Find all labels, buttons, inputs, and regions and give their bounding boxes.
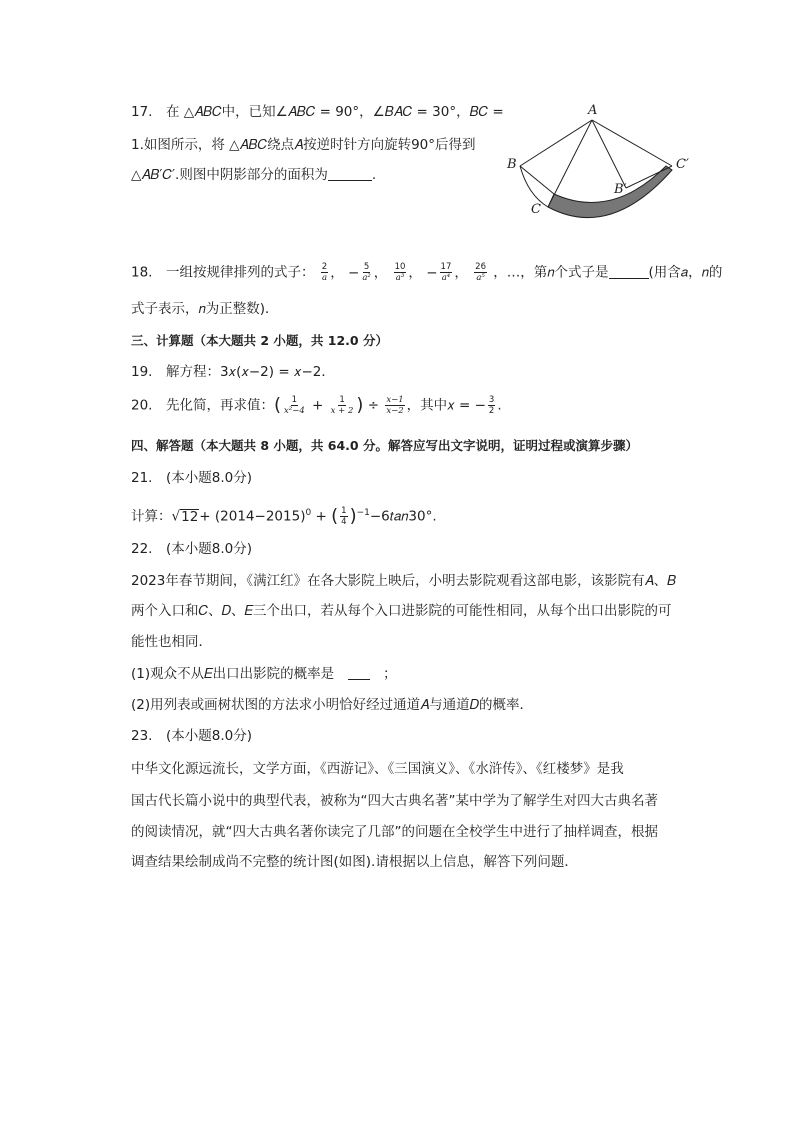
q20-f4-num: 3 <box>488 395 495 405</box>
answer-blank <box>328 166 372 181</box>
fraction-sequence <box>319 262 494 283</box>
q18-after: ，…，第𝑛个式子是 <box>493 264 609 281</box>
seq-term-4-num: 17 <box>440 262 452 272</box>
label-c-prime: C′ <box>676 157 689 172</box>
section-3-heading: 三、计算题（本大题共 2 小题，共 12.0 分） <box>131 333 388 348</box>
answer-blank <box>609 264 649 279</box>
seq-term-1-num: 2 <box>321 262 328 272</box>
q22-subquestion-1 <box>131 664 397 684</box>
section-4-heading: 四、解答题（本大题共 8 小题，共 64.0 分。解答应写出文字说明，证明过程或演算步骤） <box>131 438 638 453</box>
q22-s1-text: (1)观众不从𝐸出口出影院的概率是 <box>131 666 335 682</box>
arc-b-c <box>520 166 548 207</box>
q17-line2: 1.如图所示，将 △𝐴𝐵𝐶绕点𝐴按逆时针方向旋转90°后得到 <box>131 137 476 153</box>
q21-frac-den: 4 <box>341 517 347 527</box>
q18-line2: 式子表示，𝑛为正整数)． <box>131 301 279 317</box>
q22-subquestion-2: (2)用列表或画树状图的方法求小明恰好经过通道𝐴与通道𝐷的概率． <box>131 697 534 713</box>
seq-term-3-num: 10 <box>394 262 406 272</box>
q20-f2-den: x + 2 <box>330 406 354 416</box>
rotation-figure <box>500 100 700 225</box>
q22-s1-end: ； <box>383 666 397 682</box>
q21-expr: + (2014−2015) <box>199 508 306 525</box>
q23-paragraph-3: 的阅读情况，就“四大古典名著你读完了几部”的问题在全校学生中进行了抽样调查，根据 <box>131 824 658 840</box>
q17-line3-end: . <box>371 167 377 183</box>
q23-paragraph-2: 国古代长篇小说中的典型代表，被称为“四大古典名著”某中学为了解学生对四大古典名著 <box>131 793 658 809</box>
label-c: C <box>531 202 541 217</box>
segment-ab <box>520 120 592 166</box>
q22-paragraph-1: 2023年春节期间，《满江红》在各大影院上映后，小明去影院观看这部电影，该影院有𝐴、𝐵 <box>131 573 677 589</box>
seq-term-2-den: a² <box>362 273 371 283</box>
q22-paragraph-3: 能性也相同． <box>131 634 212 650</box>
q20: 20. 先化简，再求值：( $\frac{1}{\text{x²−4}}$ + $\frac{1}{x + 2}$ ) ÷ $\frac{x-1}{x-2}$ ，其中𝑥 = − $\frac{3}{2}$ . <box>131 394 502 416</box>
q20-prefix: 20. 先化简，再求值： <box>131 397 274 414</box>
q21-plus: + <box>311 508 332 525</box>
q19: 19. 解方程：3𝑥(𝑥−2) = 𝑥−2． <box>131 364 335 380</box>
q20-f3-num: x−1 <box>386 395 404 405</box>
seq-term-2: − $\frac{5}{\text{a²}}$ ， <box>348 262 388 283</box>
q20-f2-num: 1 <box>339 395 345 405</box>
q20-f4-den: 2 <box>488 406 495 416</box>
q21-exp0: 0 <box>305 508 312 518</box>
answer-blank <box>348 665 370 680</box>
q17-line3 <box>131 165 376 185</box>
q18-after2: (用含𝑎，𝑛的 <box>648 264 723 281</box>
q18-number: 18. 一组按规律排列的式子： <box>131 264 315 281</box>
q20-f3-den: x−2 <box>386 406 404 416</box>
q20-mid: ，其中𝑥 = − <box>406 397 486 414</box>
seq-term-5 <box>472 262 489 283</box>
q22-header: 22. (本小题8.0分) <box>131 541 252 557</box>
seq-term-2-num: 5 <box>363 262 370 272</box>
q23-paragraph-4: 调查结果绘制成尚不完整的统计图(如图).请根据以上信息，解答下列问题． <box>131 854 578 870</box>
q21-radicand: 12 <box>181 508 199 525</box>
q20-f1-den: x²−4 <box>284 406 305 416</box>
seq-term-4-den: a⁴ <box>441 273 451 283</box>
q21-expression: 计算：$√12+ (2014-2015)^0$ + ( $\frac{1}{4}$ )$^{-1}$−6𝑡𝑎𝑛30°. <box>131 505 437 527</box>
seq-term-5-den: a⁵ <box>476 273 485 283</box>
q23-header: 23. (本小题8.0分) <box>131 728 252 744</box>
seq-term-3: $\frac{10}{\text{a³}}$ ， <box>394 262 422 283</box>
seq-term-2-sign: − <box>348 264 360 281</box>
q18-line1 <box>131 262 722 283</box>
q21-prefix: 计算： <box>131 508 172 525</box>
q23-paragraph-1: 中华文化源远流长，文学方面，《西游记》、《三国演义》、《水浒传》、《红楼梦》是我 <box>131 761 624 777</box>
sqrt-symbol: √ <box>171 508 181 525</box>
seq-term-5-num: 26 <box>475 262 486 272</box>
label-b-prime: B′ <box>614 182 627 197</box>
q17-line1: 17. 在 △𝐴𝐵𝐶中，已知∠𝐴𝐵𝐶 = 90°，∠𝐵𝐴𝐶 = 30°，𝐵𝐶 = <box>131 104 504 120</box>
q21-header: 21. (本小题8.0分) <box>131 470 252 486</box>
seq-term-4: − $\frac{17}{\text{a⁴}}$ ， <box>426 262 468 283</box>
q22-paragraph-2: 两个入口和𝐶、𝐷、𝐸三个出口，若从每个入口进影院的可能性相同，从每个出口出影院的可 <box>131 603 672 619</box>
seq-term-4-sign: − <box>426 264 438 281</box>
q17-line3-text: △𝐴𝐵′𝐶′.则图中阴影部分的面积为 <box>131 167 328 183</box>
seq-term-1: $\frac{2}{a}$ ， <box>321 262 344 283</box>
q21-exp: −1 <box>356 508 370 518</box>
q21-frac-num: 1 <box>341 506 347 516</box>
q20-f1-num: 1 <box>291 395 298 405</box>
seq-term-3-den: a³ <box>395 273 405 283</box>
shaded-region <box>548 166 672 218</box>
q21-tail: −6𝑡𝑎𝑛30°. <box>369 508 437 525</box>
label-b: B <box>507 157 517 172</box>
q20-end: . <box>497 397 502 414</box>
segment-ac <box>548 120 592 207</box>
seq-term-1-den: a <box>321 273 328 283</box>
label-a: A <box>588 103 598 118</box>
